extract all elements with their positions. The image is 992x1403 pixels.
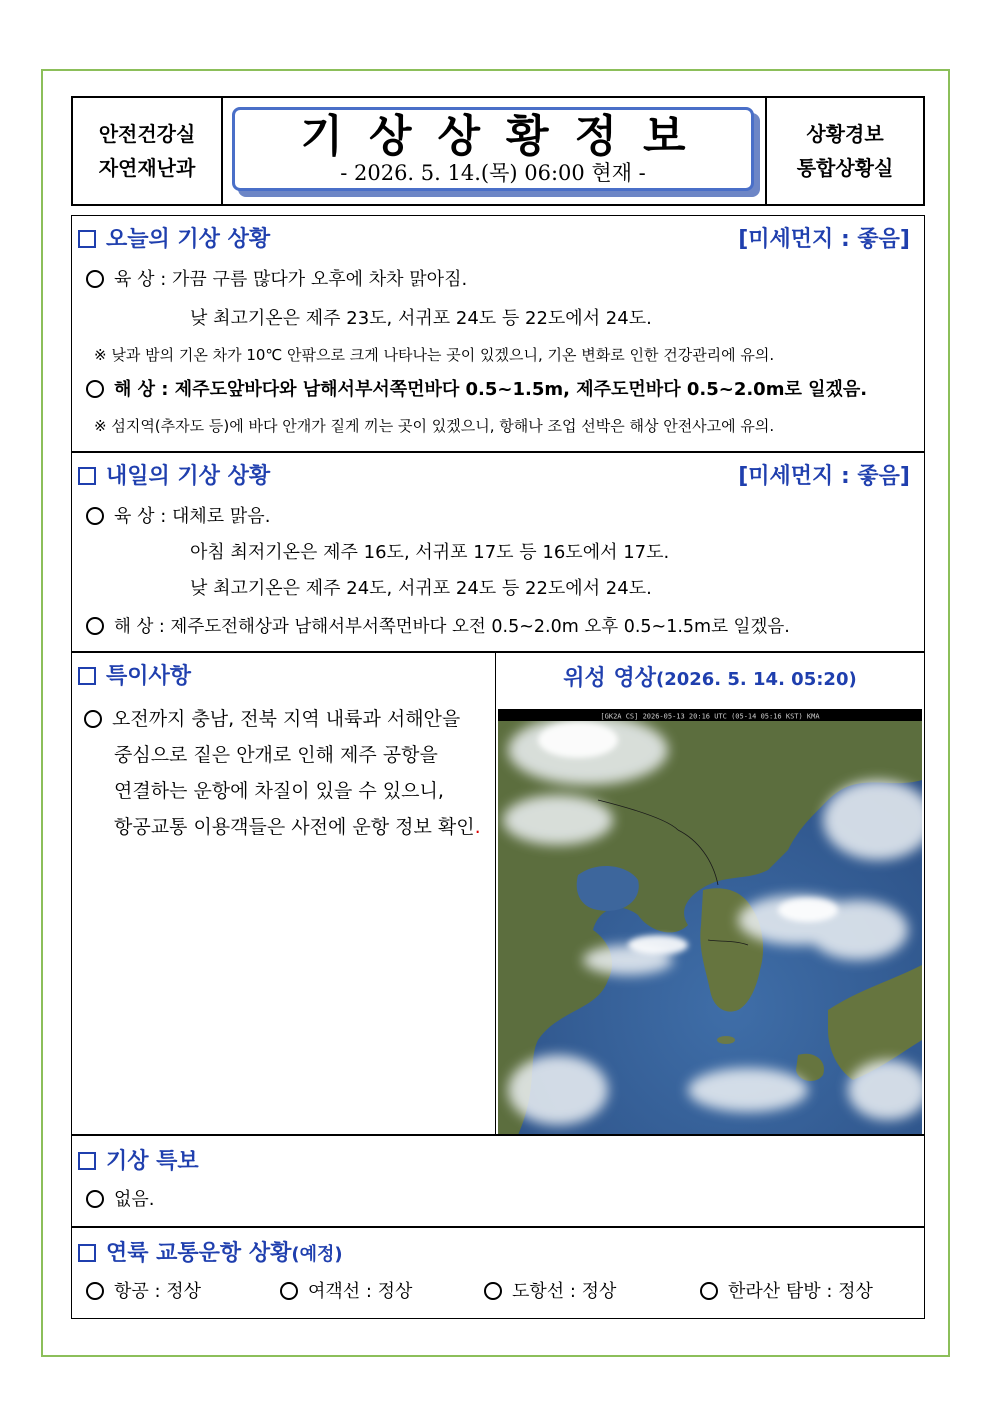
traffic-ferry-text: 여객선 : 정상: [308, 1281, 413, 1302]
tomorrow-sea-label: 해 상 :: [114, 617, 165, 637]
today-land-label: 육 상 :: [114, 269, 167, 290]
title-area: [223, 98, 765, 204]
circle-bullet-icon: [84, 710, 102, 728]
special-line: [84, 701, 492, 737]
tomorrow-heading: [78, 463, 270, 491]
circle-bullet-icon: [86, 1282, 104, 1300]
weather-warning-section: [71, 1135, 925, 1227]
tomorrow-land-line2: 아침 최저기온은 제주 16도, 서귀포 17도 등 16도에서 17도.: [190, 542, 670, 563]
warning-heading: [78, 1148, 199, 1176]
department-right-line1: 상황경보: [806, 122, 884, 146]
traffic-air-text: 항공 : 정상: [114, 1281, 202, 1302]
special-notes-section: [71, 652, 925, 1135]
traffic-boat-text: 도항선 : 정상: [512, 1281, 617, 1302]
special-heading: [78, 663, 191, 691]
checkbox-square-icon: [78, 1244, 96, 1262]
tomorrow-sea-row: [86, 615, 790, 639]
warning-row: [86, 1188, 155, 1212]
traffic-section: [71, 1227, 925, 1319]
checkbox-square-icon: [78, 467, 96, 485]
satellite-image: [498, 709, 922, 1134]
report-title: 기상상황정보: [300, 111, 712, 162]
special-line: [84, 737, 492, 773]
satellite-title: [496, 665, 924, 694]
report-header: [71, 96, 925, 206]
checkbox-square-icon: [78, 230, 96, 248]
red-period: .: [474, 816, 481, 838]
traffic-heading-text: 연륙 교통운항 상황: [106, 1241, 292, 1266]
satellite-time: (2026. 5. 14. 05:20): [655, 669, 857, 690]
today-sea-line: 제주도앞바다와 남해서부서쪽먼바다 0.5~1.5m, 제주도먼바다 0.5~2.0m로 일겠음.: [174, 379, 868, 400]
tomorrow-weather-section: [71, 452, 925, 652]
special-notes-panel: [72, 653, 496, 1134]
warning-item: 없음.: [114, 1189, 155, 1210]
today-sea-note: ※ 섬지역(추자도 등)에 바다 안개가 짙게 끼는 곳이 있겠으니, 항해나 조업 선박은 해상 안전사고에 유의.: [94, 417, 775, 435]
department-left-line2: 자연재난과: [98, 156, 196, 180]
circle-bullet-icon: [700, 1282, 718, 1300]
tomorrow-dust-status: [미세먼지 : 좋음]: [738, 464, 910, 489]
tomorrow-land-row: [86, 505, 270, 529]
today-dust-status: [미세먼지 : 좋음]: [738, 227, 910, 252]
tomorrow-heading-text: 내일의 기상 상황: [106, 464, 271, 489]
today-land-line2: 낮 최고기온은 제주 23도, 서귀포 24도 등 22도에서 24도.: [190, 308, 652, 329]
circle-bullet-icon: [86, 617, 104, 635]
traffic-heading-suffix: (예정): [291, 1244, 343, 1265]
satellite-map-icon: [498, 710, 922, 1134]
special-line-4: 항공교통 이용객들은 사전에 운항 정보 확인: [114, 816, 475, 838]
department-right: [765, 98, 923, 204]
circle-bullet-icon: [484, 1282, 502, 1300]
title-box: [232, 107, 754, 191]
today-weather-section: [71, 215, 925, 452]
warning-heading-text: 기상 특보: [106, 1149, 199, 1174]
satellite-panel: [496, 653, 924, 1134]
special-line-1: 오전까지 충남, 전북 지역 내륙과 서해안을: [112, 708, 461, 730]
satellite-title-text: 위성 영상: [563, 666, 656, 691]
traffic-item-air: [86, 1280, 201, 1304]
today-heading: [78, 226, 270, 254]
special-line-3: 연결하는 운항에 차질이 있을 수 있으니,: [114, 780, 444, 802]
today-sea-row: [86, 378, 867, 402]
circle-bullet-icon: [86, 270, 104, 288]
tomorrow-land-label: 육 상 :: [114, 506, 167, 527]
today-land-note: ※ 낮과 밤의 기온 차가 10℃ 안팎으로 크게 나타나는 곳이 있겠으니, 기온 변화로 인한 건강관리에 유의.: [94, 346, 775, 364]
today-heading-text: 오늘의 기상 상황: [106, 227, 271, 252]
satellite-caption: [GK2A CS] 2026-05-13 20:16 UTC (05-14 05:16 KST) KMA: [600, 712, 820, 721]
special-line: [84, 773, 492, 809]
special-heading-text: 특이사항: [106, 664, 192, 689]
tomorrow-sea-line: 제주도전해상과 남해서부서쪽먼바다 오전 0.5~2.0m 오후 0.5~1.5m로 일겠음.: [170, 617, 790, 637]
today-sea-label: 해 상 :: [114, 379, 169, 400]
today-land-line1: 가끔 구름 많다가 오후에 차차 맑아짐.: [172, 269, 468, 290]
special-line-2: 중심으로 짙은 안개로 인해 제주 공항을: [114, 744, 438, 766]
tomorrow-land-line1: 대체로 맑음.: [172, 506, 271, 527]
checkbox-square-icon: [78, 1152, 96, 1170]
traffic-hallasan-text: 한라산 탐방 : 정상: [728, 1281, 873, 1302]
traffic-item-hallasan: [700, 1280, 873, 1304]
department-left-line1: 안전건강실: [98, 122, 196, 146]
circle-bullet-icon: [86, 507, 104, 525]
special-paragraph: [84, 701, 492, 845]
circle-bullet-icon: [280, 1282, 298, 1300]
today-land-row: [86, 268, 467, 292]
report-date: - 2026. 5. 14.(목) 06:00 현재 -: [340, 161, 646, 185]
special-line: [84, 809, 492, 845]
department-right-line2: 통합상황실: [796, 156, 894, 180]
traffic-item-boat: [484, 1280, 616, 1304]
circle-bullet-icon: [86, 1190, 104, 1208]
traffic-heading: [78, 1240, 343, 1269]
checkbox-square-icon: [78, 667, 96, 685]
circle-bullet-icon: [86, 380, 104, 398]
department-left: [73, 98, 223, 204]
tomorrow-land-line3: 낮 최고기온은 제주 24도, 서귀포 24도 등 22도에서 24도.: [190, 578, 652, 599]
traffic-item-ferry: [280, 1280, 412, 1304]
